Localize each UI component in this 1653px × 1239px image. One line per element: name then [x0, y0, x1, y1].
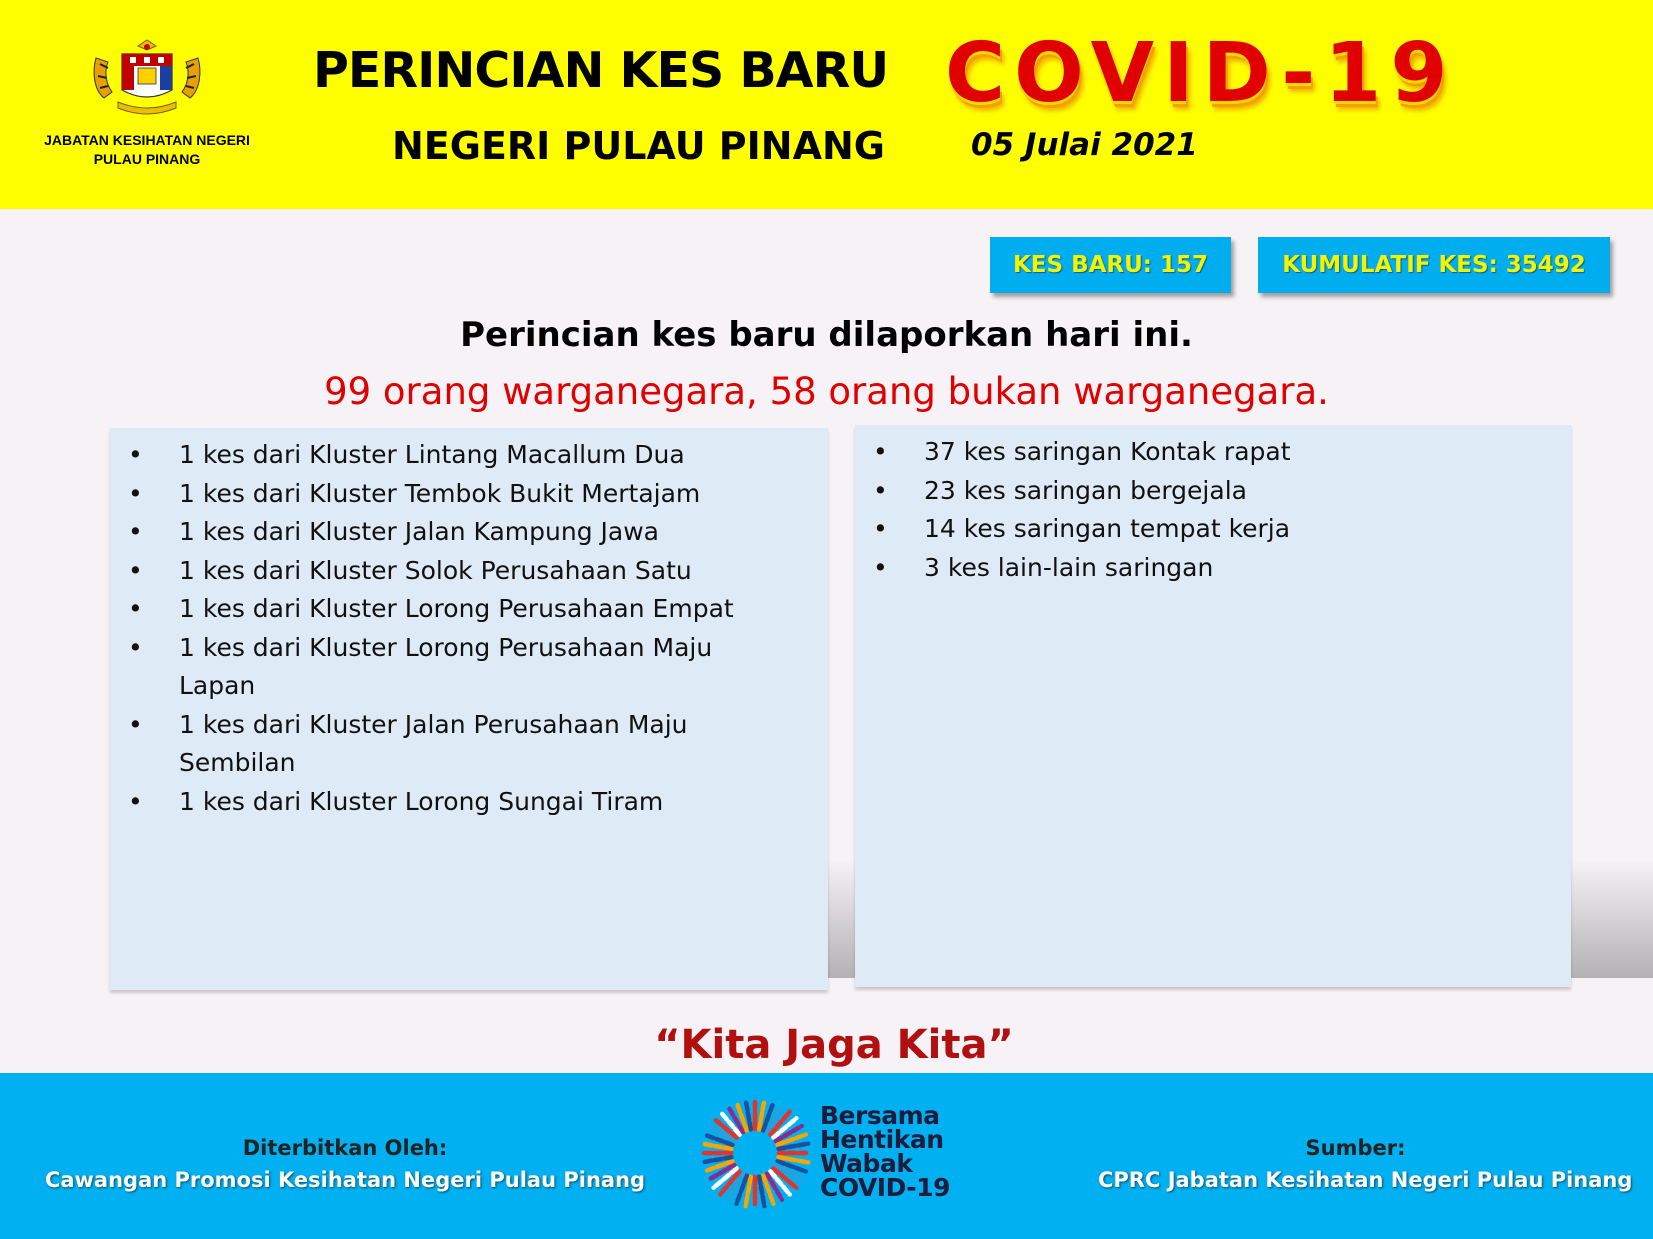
list-item: • 1 kes dari Kluster Tembok Bukit Mertajam: [110, 475, 770, 514]
page-title: PERINCIAN KES BARU: [313, 42, 889, 99]
report-date: 05 Julai 2021: [971, 127, 1198, 163]
campaign-logo-text: [820, 1101, 950, 1202]
campaign-line-3: Wabak: [820, 1149, 913, 1178]
list-item: • 1 kes dari Kluster Jalan Kampung Jawa: [110, 513, 770, 552]
publisher-name: Cawangan Promosi Kesihatan Negeri Pulau Pinang: [44, 1168, 646, 1192]
list-item: • 1 kes dari Kluster Lorong Perusahaan Maju Lapan: [110, 629, 770, 706]
intro-heading: Perincian kes baru dilaporkan hari ini.: [460, 315, 1193, 355]
list-item: • 1 kes dari Kluster Lorong Sungai Tiram: [110, 783, 770, 822]
list-item: • 1 kes dari Kluster Solok Perusahaan Satu: [110, 552, 770, 591]
department-line-2: PULAU PINANG: [93, 151, 201, 167]
publisher-label: Diterbitkan Oleh:: [242, 1136, 448, 1160]
campaign-burst-icon: [697, 1095, 813, 1211]
cumulative-cases-badge: KUMULATIF KES: 35492: [1258, 237, 1610, 293]
source-name: CPRC Jabatan Kesihatan Negeri Pulau Pinang: [1098, 1168, 1633, 1192]
list-item: • 14 kes saringan tempat kerja: [855, 510, 1535, 549]
screening-list: [855, 433, 1535, 587]
state-title: NEGERI PULAU PINANG: [392, 124, 885, 168]
list-item: • 1 kes dari Kluster Lintang Macallum Dua: [110, 436, 770, 475]
list-item: • 37 kes saringan Kontak rapat: [855, 433, 1535, 472]
campaign-line-1: Bersama: [820, 1101, 940, 1130]
list-item: • 1 kes dari Kluster Lorong Perusahaan Empat: [110, 590, 770, 629]
covid-title: COVID-19: [945, 26, 1457, 121]
department-line-1: JABATAN KESIHATAN NEGERI: [44, 132, 250, 148]
citizenship-breakdown: 99 orang warganegara, 58 orang bukan warganegara.: [324, 370, 1329, 413]
cluster-list: [110, 436, 770, 821]
coat-of-arms-icon: [88, 38, 206, 122]
slogan: “Kita Jaga Kita”: [654, 1022, 1014, 1068]
list-item: • 23 kes saringan bergejala: [855, 472, 1535, 511]
panel-shadow: [1569, 860, 1653, 978]
list-item: • 1 kes dari Kluster Jalan Perusahaan Maju Sembilan: [110, 706, 770, 783]
new-cases-badge: KES BARU: 157: [990, 237, 1231, 293]
campaign-line-2: Hentikan: [820, 1125, 944, 1154]
source-label: Sumber:: [1305, 1136, 1406, 1160]
list-item: • 3 kes lain-lain saringan: [855, 549, 1535, 588]
department-name: [22, 131, 272, 169]
header-banner: [0, 0, 1653, 209]
campaign-line-4: COVID-19: [820, 1173, 950, 1202]
